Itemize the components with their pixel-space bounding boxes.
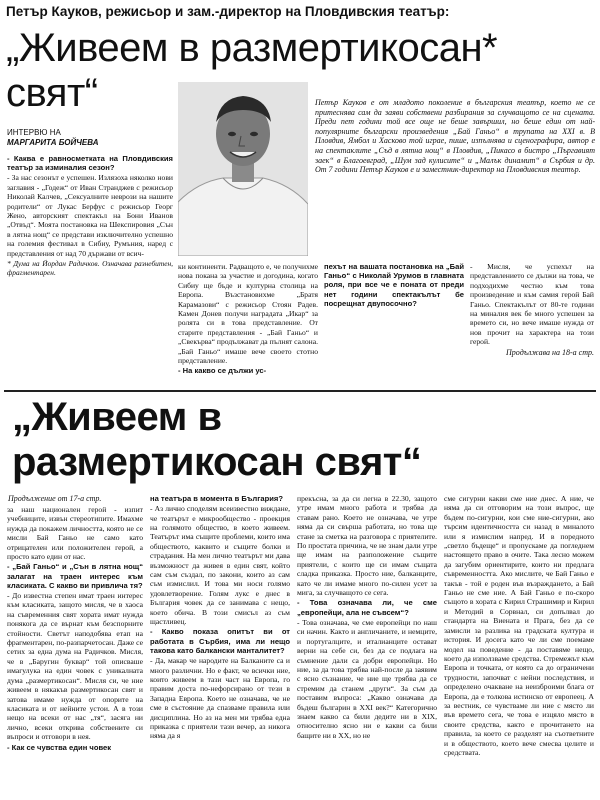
top-col1-footnote: * Дума на Йордан Радичков. Означава разнебитен, фрагментарен.: [7, 259, 173, 278]
bottom-column-2: [150, 494, 290, 795]
byline: [7, 128, 99, 148]
top-col1-question: - Каква е равносметката на Пловдивския театър за изминалия сезон?: [7, 154, 173, 173]
bottom-col2-question: на театъра в момента в България?: [150, 494, 283, 503]
top-col3-question: пехът на вашата постановка на „Бай Ганьо“ с Николай Урумов в главната роля, при все че е поната от преди нет години спектакълът бе посрещнат двупосочно?: [324, 262, 464, 308]
headline-bottom-line2: размертикосан свят“: [12, 440, 422, 484]
byline-label: ИНТЕРВЮ НА: [7, 128, 61, 137]
top-column-2: [178, 262, 318, 386]
continued-from: Продължение от 17-а стр.: [8, 494, 102, 503]
bottom-col3-paragraph: прекъсна, за да си легна в 22.30, защото утре имам много работа и трябва да ставам рано. Което не означава, че утре няма да си свърша работата, но това ще стане за сметка на разговора с приятелите. По простата причина, че не знам дали утре ще имам на разположение същите приятели, с които ще си имам същата сладка приказка. Просто ние, балканците, като че ли имаме много по-силен усет за мига, за случващото се сега.: [297, 494, 437, 598]
section-divider: [4, 390, 596, 392]
bottom-col4-paragraph: сме сигурни какви сме ние днес. А ние, че няма да си отговорим на този въпрос, ще бъдем по-сигурни, кои сме ние-сигурни, ако търсим идентичността си назад в миналото или я измислим напред. И в поредното „светло бъдеще“ и пропускаме да погледнем настоящето право в очите. Така лесно можем да загубим ориентирите, които ни предлага съвременността. Ако мислите, че Бай Ганьо е такъв - той е роден във възраждането, а Бай Ганьо не сме ние. А Бай Ганьо е по-скоро същото в хората с Кирил Страшимир и Кирил и Методий в Сорвнал, си допълвал до стандарта на Виената и Прага, без да се замисли за разлика на градската култура и история. И досега като че ли сме поемаме модел на поведение - да поставяме нещо, което да използваме средства. Стремежът към Европа и точката, от която са до ограничени трудности, започват с нейни последствия, и определено очакване на неизброими блага от Европа, да е толкова истинско от европеец. А за вестник, се чувстваме ли ние с място ли във времето сега, че това е изцяло място в своите средства, както е прочитането на правила, за което се разделят на съответните и в обществото, което вече смесва целите и средствата.: [444, 494, 594, 757]
intro-lead: Петър Кауков е от младото поколение в българския театър, което не се притеснява сам да заяви собствени разбирания за случващото се на сцената. Преди пет години той все още не беше завършил, но беше един от най-популярните български произведения „Бай Ганьо“ в трупата на ХХІ в. В Пловдив, Ямбол и Хасково той играе, пише, изпълнява и сценографира, автор е на спектаклите „Съд в лятна нощ“ в Пловдив, „Пикасо в бистро „Пъргавият заек“ в Благоевград, „Шум зад кулисите“ и „Малък динамит“ в Сърбия и др. От 7 години Петър Кауков е и заместник-директор на Пловдивския театър.: [315, 98, 595, 175]
top-col4-continued-note: Продължава на 18-а стр.: [506, 347, 594, 357]
portrait-illustration: [178, 82, 308, 256]
portrait-photo: [178, 82, 308, 256]
bottom-col2-paragraph: - Аз лично споделям всеизвестно виждане, че театърът е микрообщество - проекция на голямото общество, в което живеем. Театърът има същите проблеми, които има обществото, каквито и същите болки и страдания. На мен лично театърът ми дава възможност да живея в един свят, който сам съм създал, по закони, които аз сам съм измислил. И това ми носи голямо удовлетворение. Голям лукс е днес в България човек да се занимава с нещо, което обича. В този смисъл аз съм щастливец.: [150, 504, 290, 627]
top-column-3: [324, 262, 464, 386]
bottom-col3-question: - Това означава ли, че сме „европейци, ала не съвсем“?: [297, 598, 437, 617]
top-col1-paragraph: - За нас сезонът е успешен. Излязоха няколко нови заглавия - „Годеж“ от Иван Странджев с режисьор Николай Калчев, „Сексуалните неврози на нашите родители“ от Лукас Берфус с режисьор Георг Жено, авторският спектакъл на Бони Иванов „Отвъд“. Моята постановка на Шекспировия „Сън в лятна нощ“ се представи изключително успешно на големия фестивал в Сибиу, Румъния, наред с представления от над 70 държави от всич-: [7, 173, 173, 258]
bottom-col2-paragraph: - Да, макар че народите на Балканите са и много различни. Но е факт, че всички ние, които живеем в тази част на Европа, го правим доста по-нефорсирано от тези в Западна Европа. Което не означава, че не сме в състояние да спазваме правила или дисциплина. Но аз на мен ми трябва една приказка с приятели тази вечер, аз никога няма да я: [150, 656, 290, 741]
bottom-col2-question: - Какво показа опитът ви от работата в Сърбия, има ли нещо такова като балкански манталитет?: [150, 627, 290, 655]
bottom-col1-question: - „Бай Ганьо“ и „Сън в лятна нощ“ залагат на траен интерес към класиката. С какво ви привлича тя?: [7, 562, 143, 590]
bottom-column-3: [297, 494, 437, 795]
headline-top-line1: „Живеем в размертикосан*: [6, 26, 498, 70]
headline-bottom: [12, 395, 592, 485]
bottom-column-1: [7, 505, 143, 795]
kicker: Петър Кауков, режисьор и зам.-директор на Пловдивския театър:: [6, 4, 450, 19]
bottom-col1-paragraph: за наш национален герой - изпит учебниците, извън стереотипите. Имахме нужда да покажем личността, която не се мисли Бай Ганьо не само като отрицателен или положителен герой, а просто като един от нас.: [7, 505, 143, 562]
byline-author: МАРГАРИТА БОЙЧЕВА: [7, 138, 99, 147]
top-col4-paragraph: - Мисля, че успехът на представлението се дължи на това, че подходихме честно към това произведение и към самия герой Бай Ганьо. Спектакълът от 80-те години на миналия век бе много успешен за времето си, но вече имаше нужда от нов прочит на характера на този герой.: [470, 262, 594, 347]
bottom-column-4: [444, 494, 594, 795]
top-col2-question: - На какво се дължи ус-: [178, 366, 267, 376]
top-col2-paragraph: ки континенти. Радващото е, че получихме нова покана за участие и догодина, когато Сибиу ще бъде и културна столица на Европа. Възстановихме „Братя Карамазови“ с режисьор Стоян Радев. Камен Донев получи наградата „Икар“ за ролята си в това представление. От старите представления - „Бай Ганьо“ и „Свекърва“ продължават да пълнят салона. „Бай Ганьо“ имаше вече своето стотно представление.: [178, 262, 318, 366]
top-column-1: [7, 154, 173, 386]
bottom-col1-paragraph: - До известна степен имат траен интерес към класиката, защото мисля, че в хаоса на съвременния свят хората имат нужда понякога да се върнат към безспорните стойности. Светът наподобява етап на фрагментарен, по-разпарчетосан. Даже се сетих за една дума на Радичков. Мисля, че в „Баругин буквар“ той описваше имагулука на един човек с уникалната дума „размертикосан“. Мисля си, че ние живеем в някакъв размертикосан свят и затова имаме нужда от опорите на класиката и от нейните устои. А в този нещо на всеки от нас „тя“, засяга ни лично, всеки открива собствените си въпроси и отговори в нея.: [7, 591, 143, 742]
bottom-col3-paragraph: - Това означава, че сме европейци по наш си начин. Както и англичаните, и немците, и португалците, и италианците остават верни на себе си, без да се подлага на съмнение дали са добри европейци. Но ние, за да това трябва най-после да заявим с ясно съзнание, че ние ще трябва да се стремим да станем „други“. За съм да поставим въпроса: „Какво означава да бъдеш българин в XXI век?“ Категорично знаем какво са били дедите ни в XIX, относително ясно ни е какви са били бащите ни в ХХ, но не: [297, 617, 437, 740]
headline-top-line2: свят“: [6, 71, 98, 115]
bottom-col1-question: - Как се чувства един човек: [7, 742, 112, 752]
headline-bottom-line1: „Живеем в: [12, 395, 222, 439]
top-column-4: [470, 262, 594, 386]
